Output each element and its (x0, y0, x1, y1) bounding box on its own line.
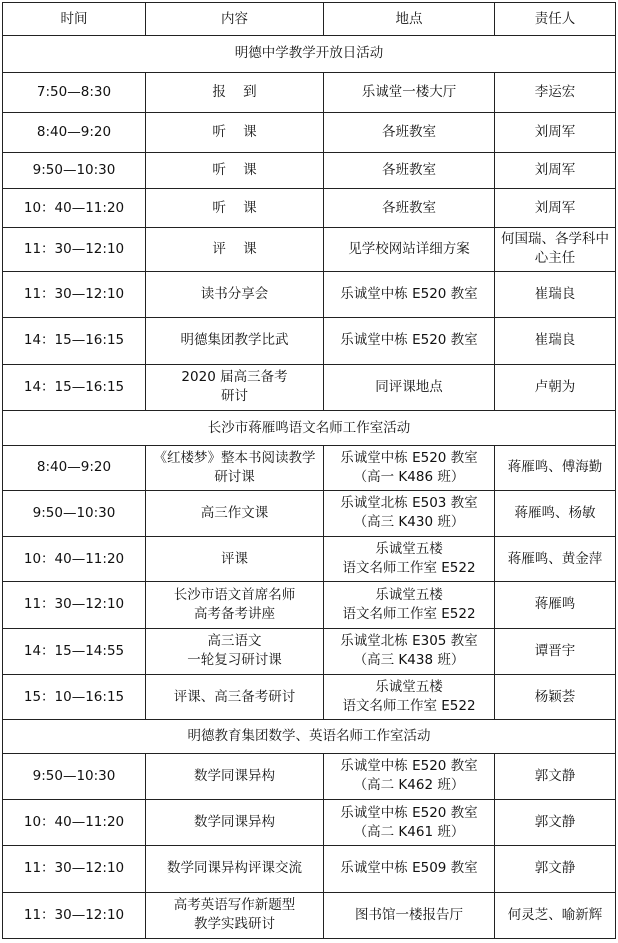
schedule-row (3, 153, 616, 189)
person-cell: 卢朝为 (495, 364, 616, 410)
time-cell: 9:50—10:30 (3, 490, 146, 536)
time-cell: 8:40—9:20 (3, 112, 146, 152)
person-cell: 谭晋宇 (495, 628, 616, 674)
time-cell: 11：30—12:10 (3, 582, 146, 628)
content-cell: 读书分享会 (146, 271, 324, 317)
place-cell: 乐诚堂中栋 E509 教室 (324, 846, 495, 892)
time-cell: 11：30—12:10 (3, 271, 146, 317)
place-cell: 乐诚堂北栋 E503 教室 （高三 K430 班） (324, 490, 495, 536)
place-cell: 见学校网站详细方案 (324, 227, 495, 271)
time-cell: 10：40—11:20 (3, 536, 146, 581)
content-cell: 2020 届高三备考 研讨 (146, 364, 324, 410)
header-place: 地点 (324, 3, 495, 36)
schedule-row (3, 846, 616, 892)
content-cell: 评课 (146, 536, 324, 581)
person-cell: 刘周军 (495, 153, 616, 189)
section-title-row (3, 411, 616, 446)
place-cell: 乐诚堂中栋 E520 教室 (324, 318, 495, 364)
place-cell: 乐诚堂北栋 E305 教室 （高三 K438 班） (324, 628, 495, 674)
place-cell: 乐诚堂五楼 语文名师工作室 E522 (324, 582, 495, 628)
person-cell: 蒋雁鸣、杨敏 (495, 490, 616, 536)
schedule-row (3, 189, 616, 227)
person-cell: 蒋雁鸣 (495, 582, 616, 628)
schedule-row (3, 536, 616, 581)
place-cell: 同评课地点 (324, 364, 495, 410)
schedule-row (3, 674, 616, 719)
time-cell: 9:50—10:30 (3, 753, 146, 799)
place-cell: 各班教室 (324, 153, 495, 189)
content-cell: 数学同课异构评课交流 (146, 846, 324, 892)
content-cell: 数学同课异构 (146, 753, 324, 799)
time-cell: 10：40—11:20 (3, 189, 146, 227)
section-title: 长沙市蒋雁鸣语文名师工作室活动 (3, 411, 616, 446)
person-cell: 刘周军 (495, 189, 616, 227)
time-cell: 14：15—16:15 (3, 318, 146, 364)
section-title-row (3, 720, 616, 753)
content-cell: 报 到 (146, 72, 324, 112)
schedule-row (3, 446, 616, 490)
schedule-row (3, 628, 616, 674)
section-title-row (3, 36, 616, 72)
header-time: 时间 (3, 3, 146, 36)
time-cell: 10：40—11:20 (3, 799, 146, 845)
person-cell: 刘周军 (495, 112, 616, 152)
place-cell: 图书馆一楼报告厅 (324, 892, 495, 938)
schedule-row (3, 112, 616, 152)
place-cell: 各班教室 (324, 112, 495, 152)
schedule-row (3, 753, 616, 799)
schedule-row (3, 490, 616, 536)
place-cell: 乐诚堂中栋 E520 教室 （高二 K462 班） (324, 753, 495, 799)
schedule-row (3, 72, 616, 112)
place-cell: 乐诚堂一楼大厅 (324, 72, 495, 112)
content-cell: 听 课 (146, 112, 324, 152)
time-cell: 15：10—16:15 (3, 674, 146, 719)
schedule-row (3, 364, 616, 410)
time-cell: 7:50—8:30 (3, 72, 146, 112)
person-cell: 蒋雁鸣、黄金萍 (495, 536, 616, 581)
person-cell: 何灵芝、喻新辉 (495, 892, 616, 938)
schedule-row (3, 582, 616, 628)
person-cell: 李运宏 (495, 72, 616, 112)
place-cell: 乐诚堂五楼 语文名师工作室 E522 (324, 674, 495, 719)
place-cell: 乐诚堂中栋 E520 教室 （高一 K486 班） (324, 446, 495, 490)
place-cell: 各班教室 (324, 189, 495, 227)
content-cell: 高三作文课 (146, 490, 324, 536)
schedule-row (3, 799, 616, 845)
section-title: 明德教育集团数学、英语名师工作室活动 (3, 720, 616, 753)
header-content: 内容 (146, 3, 324, 36)
schedule-row (3, 271, 616, 317)
time-cell: 9:50—10:30 (3, 153, 146, 189)
content-cell: 高考英语写作新题型 教学实践研讨 (146, 892, 324, 938)
time-cell: 11：30—12:10 (3, 846, 146, 892)
person-cell: 郭文静 (495, 846, 616, 892)
content-cell: 评课、高三备考研讨 (146, 674, 324, 719)
time-cell: 14：15—14:55 (3, 628, 146, 674)
schedule-body (3, 3, 616, 939)
content-cell: 明德集团教学比武 (146, 318, 324, 364)
person-cell: 蒋雁鸣、傅海勤 (495, 446, 616, 490)
person-cell: 崔瑞良 (495, 318, 616, 364)
schedule-row (3, 892, 616, 938)
time-cell: 11：30—12:10 (3, 892, 146, 938)
content-cell: 数学同课异构 (146, 799, 324, 845)
section-title: 明德中学教学开放日活动 (3, 36, 616, 72)
place-cell: 乐诚堂中栋 E520 教室 (324, 271, 495, 317)
time-cell: 8:40—9:20 (3, 446, 146, 490)
schedule-table (2, 2, 616, 939)
content-cell: 高三语文 一轮复习研讨课 (146, 628, 324, 674)
time-cell: 14：15—16:15 (3, 364, 146, 410)
schedule-row (3, 227, 616, 271)
content-cell: 听 课 (146, 153, 324, 189)
person-cell: 郭文静 (495, 753, 616, 799)
person-cell: 何国瑞、各学科中心主任 (495, 227, 616, 271)
content-cell: 《红楼梦》整本书阅读教学 研讨课 (146, 446, 324, 490)
person-cell: 崔瑞良 (495, 271, 616, 317)
header-person: 责任人 (495, 3, 616, 36)
content-cell: 长沙市语文首席名师 高考备考讲座 (146, 582, 324, 628)
person-cell: 杨颖荟 (495, 674, 616, 719)
place-cell: 乐诚堂中栋 E520 教室 （高二 K461 班） (324, 799, 495, 845)
content-cell: 听 课 (146, 189, 324, 227)
schedule-row (3, 318, 616, 364)
person-cell: 郭文静 (495, 799, 616, 845)
header-row (3, 3, 616, 36)
place-cell: 乐诚堂五楼 语文名师工作室 E522 (324, 536, 495, 581)
content-cell: 评 课 (146, 227, 324, 271)
time-cell: 11：30—12:10 (3, 227, 146, 271)
